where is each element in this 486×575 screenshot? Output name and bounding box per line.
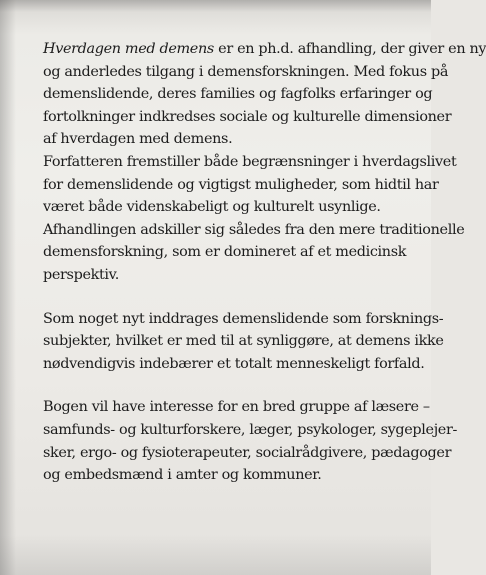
text-line: perspektiv. [43,266,119,283]
paragraph-gap [43,287,419,308]
paragraph-gap [43,375,419,396]
page-shadow-bottom [0,535,431,575]
text-line: Forfatteren fremstiller både begrænsninger i hverdagslivet [43,153,457,170]
text-line-rest: er en ph.d. afhandling, der giver en ny [213,41,486,57]
page-shadow-top [0,0,431,12]
text-line: demenslidende, deres families og fagfolks erfaringer og [43,86,433,103]
text-line: subjekter, hvilket er med til at synliggøre, at demens ikke [43,333,444,350]
text-line: nødvendigvis indebærer et totalt menneskeligt forfald. [43,355,425,372]
text-line: Som noget nyt inddrages demenslidende som forsknings- [43,310,444,327]
text-line: og embedsmænd i amter og kommuner. [43,467,322,484]
text-line: Bogen vil have interesse for en bred gruppe af læsere – [43,399,430,416]
blurb-text [43,38,486,487]
blurb-paragraph-1 [43,38,486,287]
text-line: for demenslidende og vigtigst muligheder, som hidtil har [43,176,439,193]
text-line: og anderledes tilgang i demensforskningen. Med fokus på [43,63,449,80]
text-line: sker, ergo- og fysioterapeuter, socialrådgivere, pædagoger [43,444,452,461]
blurb-paragraph-2 [43,308,444,376]
text-line: samfunds- og kulturforskere, læger, psykologer, sygeplejer- [43,421,458,438]
book-title: Hverdagen med demens [43,41,214,57]
text-line: af hverdagen med demens. [43,131,233,148]
text-line: fortolkninger indkredses sociale og kulturelle dimensioner [43,108,452,125]
text-line: demensforskning, som er domineret af et medicinsk [43,244,407,261]
page-shadow-left [0,0,16,575]
text-line [43,38,486,61]
text-line: Afhandlingen adskiller sig således fra den mere traditionelle [43,221,465,238]
blurb-paragraph-3 [43,396,458,486]
text-line: været både videnskabeligt og kulturelt usynlige. [43,199,381,216]
